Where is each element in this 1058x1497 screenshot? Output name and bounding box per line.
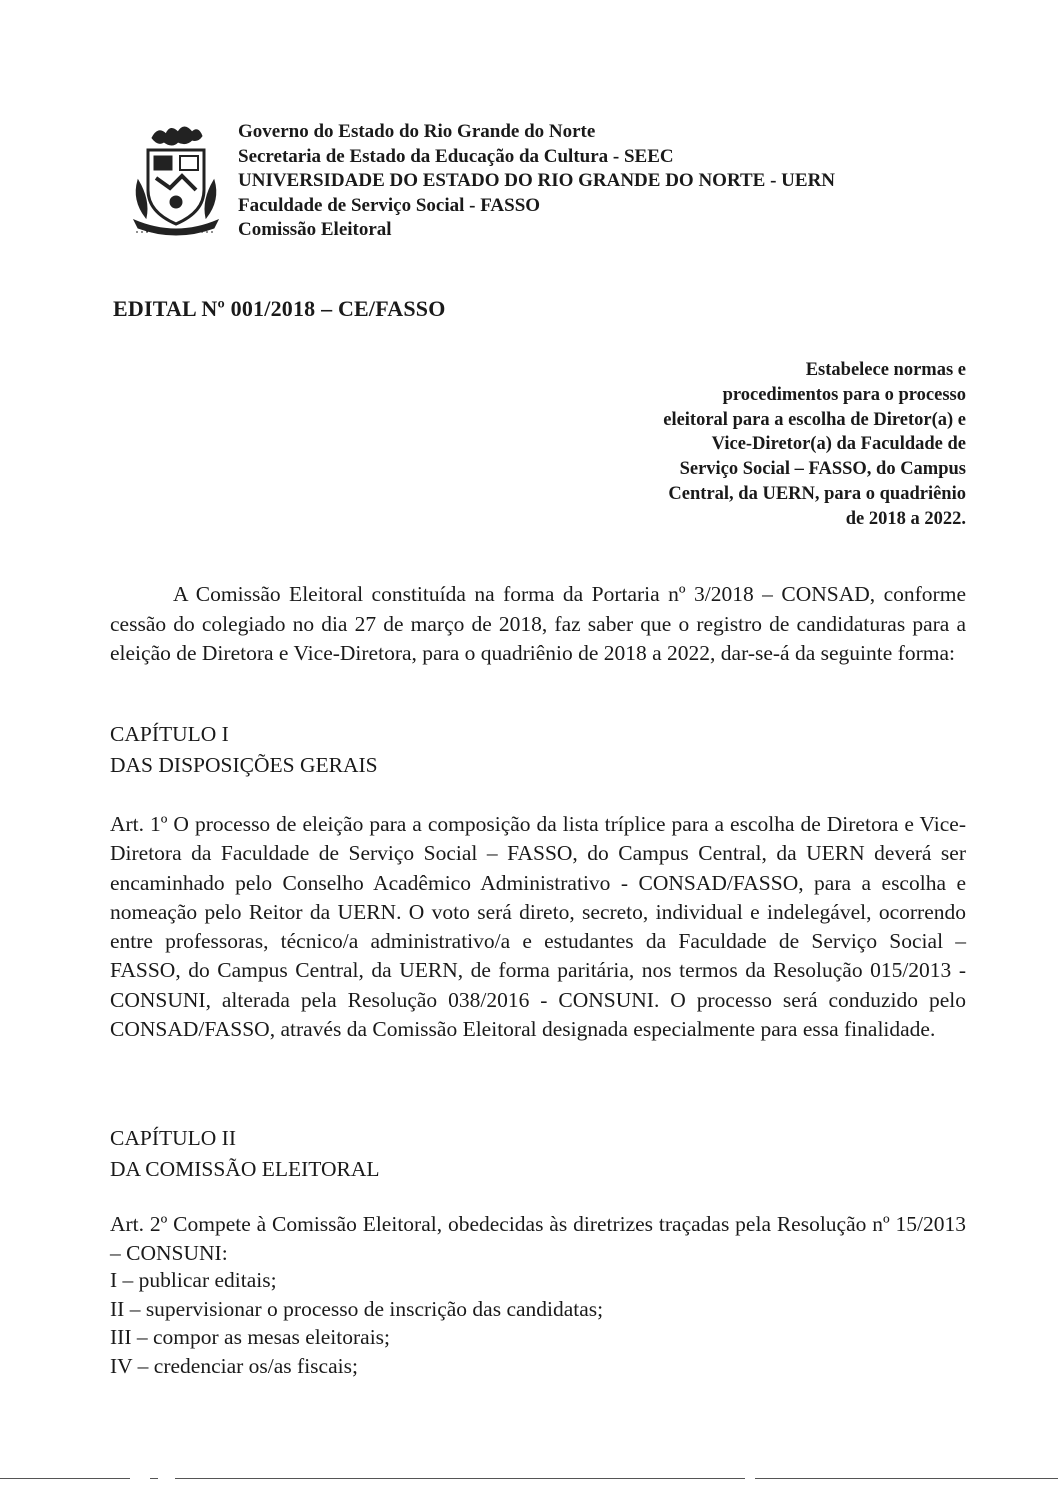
ementa-line: procedimentos para o processo: [722, 384, 966, 405]
edital-title: EDITAL Nº 001/2018 – CE/FASSO: [113, 296, 446, 321]
list-item: I – publicar editais;: [110, 1268, 277, 1292]
chapter-1-heading: [110, 719, 378, 781]
institution-header: [238, 120, 835, 243]
chapter-2-label: CAPÍTULO II: [110, 1126, 236, 1150]
list-item: II – supervisionar o processo de inscrição das candidatas;: [110, 1296, 604, 1321]
article-2: Art. 2º Compete à Comissão Eleitoral, obedecidas às diretrizes traçadas pela Resolução nº 15/2013 – CONSUNI:: [110, 1212, 966, 1266]
ementa-line: Serviço Social – FASSO, do Campus: [679, 459, 966, 480]
header-line-faculty: Faculdade de Serviço Social - FASSO: [238, 194, 541, 216]
header-line-secretariat: Secretaria de Estado da Educação da Cultura - SEEC: [238, 145, 674, 167]
chapter-2-title: DA COMISSÃO ELEITORAL: [110, 1157, 380, 1181]
ementa-line: eleitoral para a escolha de Diretor(a) e: [663, 409, 966, 430]
footer-divider: [755, 1478, 1058, 1479]
article-1: Art. 1º O processo de eleição para a composição da lista tríplice para a escolha de Diretora e Vice-Diretora da Faculdade de Serviço Social – FASSO, do Campus Central, da UERN deverá ser encaminhado pelo Conselho Acadêmico Administrativo - CONSAD/FASSO, para a escolha e nomeação pelo Reitor da UERN. O voto será direto, secreto, individual e indelegável, ocorrendo entre professoras, técnico/a administrativo/a e estudantes da Faculdade de Serviço Social – FASSO, do Campus Central, da UERN, de forma paritária, nos termos da Resolução 015/2013 - CONSUNI, alterada pela Resolução 038/2016 - CONSUNI. O processo será conduzido pelo CONSAD/FASSO, através da Comissão Eleitoral designada especialmente para essa finalidade.: [110, 812, 966, 1042]
uern-seal-logo: [130, 120, 222, 238]
chapter-1-label: CAPÍTULO I: [110, 722, 229, 746]
header-line-university: UNIVERSIDADE DO ESTADO DO RIO GRANDE DO NORTE - UERN: [238, 170, 836, 191]
chapter-2-heading: [110, 1123, 380, 1185]
ementa-line: Central, da UERN, para o quadriênio: [668, 483, 966, 504]
ementa-line: Vice-Diretor(a) da Faculdade de: [711, 434, 966, 455]
header-line-commission: Comissão Eleitoral: [238, 219, 392, 240]
footer-divider: [175, 1478, 745, 1479]
header-line-government: Governo do Estado do Rio Grande do Norte: [238, 121, 596, 142]
list-item: IV – credenciar os/as fiscais;: [110, 1353, 358, 1378]
ementa: [546, 358, 966, 532]
list-item: III – compor as mesas eleitorais;: [110, 1325, 391, 1349]
footer-divider: [0, 1478, 130, 1479]
footer-divider: [150, 1478, 158, 1479]
ementa-line: de 2018 a 2022.: [845, 508, 966, 529]
chapter-1-title: DAS DISPOSIÇÕES GERAIS: [110, 753, 378, 777]
ementa-line: Estabelece normas e: [805, 360, 966, 380]
article-2-items: [110, 1266, 603, 1380]
intro-paragraph: A Comissão Eleitoral constituída na forma da Portaria nº 3/2018 – CONSAD, conforme cessão do colegiado no dia 27 de março de 2018, faz saber que o registro de candidaturas para a eleição de Diretora e Vice-Diretora, para o quadriênio de 2018 a 2022, dar-se-á da seguinte forma:: [110, 582, 966, 665]
